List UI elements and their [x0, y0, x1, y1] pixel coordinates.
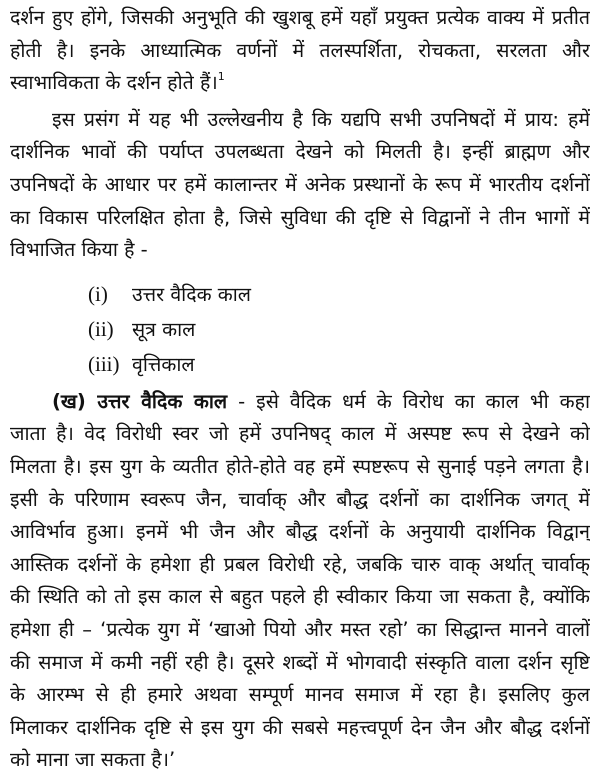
text-line: इस प्रसंग में यह भी उल्लेखनीय है कि यद्यपि सभी उपनिषदों में प्राय: हमें	[52, 107, 590, 131]
text-line: के आरम्भ से ही हमारे अथवा सम्पूर्ण मानव समाज में रहा है। इसलिए कुल	[10, 683, 590, 707]
section-heading: (ख) उत्तर वैदिक काल	[52, 389, 228, 413]
list-text: वृत्तिकाल	[132, 352, 195, 376]
text-line: दार्शनिक भावों की पर्याप्त उपलब्धता देखने को मिलती है। इन्हीं ब्राह्मण और	[10, 140, 590, 164]
text-line: इसी के परिणाम स्वरूप जैन, चार्वाक् और बौद्ध दर्शनों का दार्शनिक जगत् में	[10, 487, 590, 511]
text-line: की स्थिति को तो इस काल से बहुत पहले ही स्वीकार किया जा सकता है, क्योंकि	[10, 585, 590, 609]
text-line: हमेशा ही – ‘प्रत्येक युग में ‘खाओ पियो और मस्त रहो’ का सिद्धान्त मानने वालों	[10, 617, 590, 641]
text-line	[10, 386, 590, 419]
text-line: की समाज में कमी नहीं रही है। दूसरे शब्दों में भोगवादी संस्कृति वाला दर्शन सृष्टि	[10, 650, 590, 674]
list-number: (iii)	[88, 351, 120, 376]
list-item	[10, 277, 590, 312]
period-list	[10, 277, 590, 382]
text-line-content: स्वाभाविकता के दर्शन होते हैं।	[10, 71, 218, 95]
text-line: विभाजित किया है -	[10, 238, 148, 262]
text-line: जाता है। वेद विरोधी स्वर जो हमें उपनिषद् काल में अस्पष्ट रूप से देखने को	[10, 422, 590, 446]
list-text: सूत्र काल	[132, 317, 196, 341]
text-line: मिलता है। इस युग के व्यतीत होते-होते वह हमें स्पष्टरूप से सुनाई पड़ने लगता है।	[10, 454, 590, 478]
text-line	[10, 67, 590, 100]
text-line: दर्शन हुए होंगे, जिसकी अनुभूति की खुशबू हमें यहाँ प्रयुक्त प्रत्येक वाक्य में प्रतीत	[10, 6, 590, 29]
paragraph-1	[10, 2, 590, 100]
list-number: (ii)	[88, 316, 114, 341]
list-text: उत्तर वैदिक काल	[132, 282, 252, 306]
text-line-content: - इसे वैदिक धर्म के विरोध का काल भी कहा	[227, 389, 590, 413]
footnote-marker: 1	[217, 70, 225, 84]
list-number: (i)	[88, 281, 108, 306]
document-page	[10, 2, 590, 777]
text-line: को माना जा सकता है।’	[10, 748, 176, 772]
text-line: होती है। इनके आध्यात्मिक वर्णनों में तलस्पर्शिता, रोचकता, सरलता और	[10, 38, 590, 62]
paragraph-3	[10, 386, 590, 777]
text-line: आस्तिक दर्शनों के हमेशा ही प्रबल विरोधी रहे, जबकि चारु वाक् अर्थात् चार्वाक्	[10, 552, 590, 576]
text-line: आविर्भाव हुआ। इनमें भी जैन और बौद्ध दर्शनों के अनुयायी दार्शनिक विद्वान्	[10, 520, 590, 544]
text-line: उपनिषदों के आधार पर हमें कालान्तर में अनेक प्रस्थानों के रूप में भारतीय दर्शनों	[10, 172, 590, 196]
paragraph-2	[10, 104, 590, 267]
list-item	[10, 347, 590, 382]
text-line: का विकास परिलक्षित होता है, जिसे सुविधा की दृष्टि से विद्वानों ने तीन भागों में	[10, 205, 590, 229]
text-line: मिलाकर दार्शनिक दृष्टि से इस युग की सबसे महत्त्वपूर्ण देन जैन और बौद्ध दर्शनों	[10, 715, 590, 739]
list-item	[10, 312, 590, 347]
